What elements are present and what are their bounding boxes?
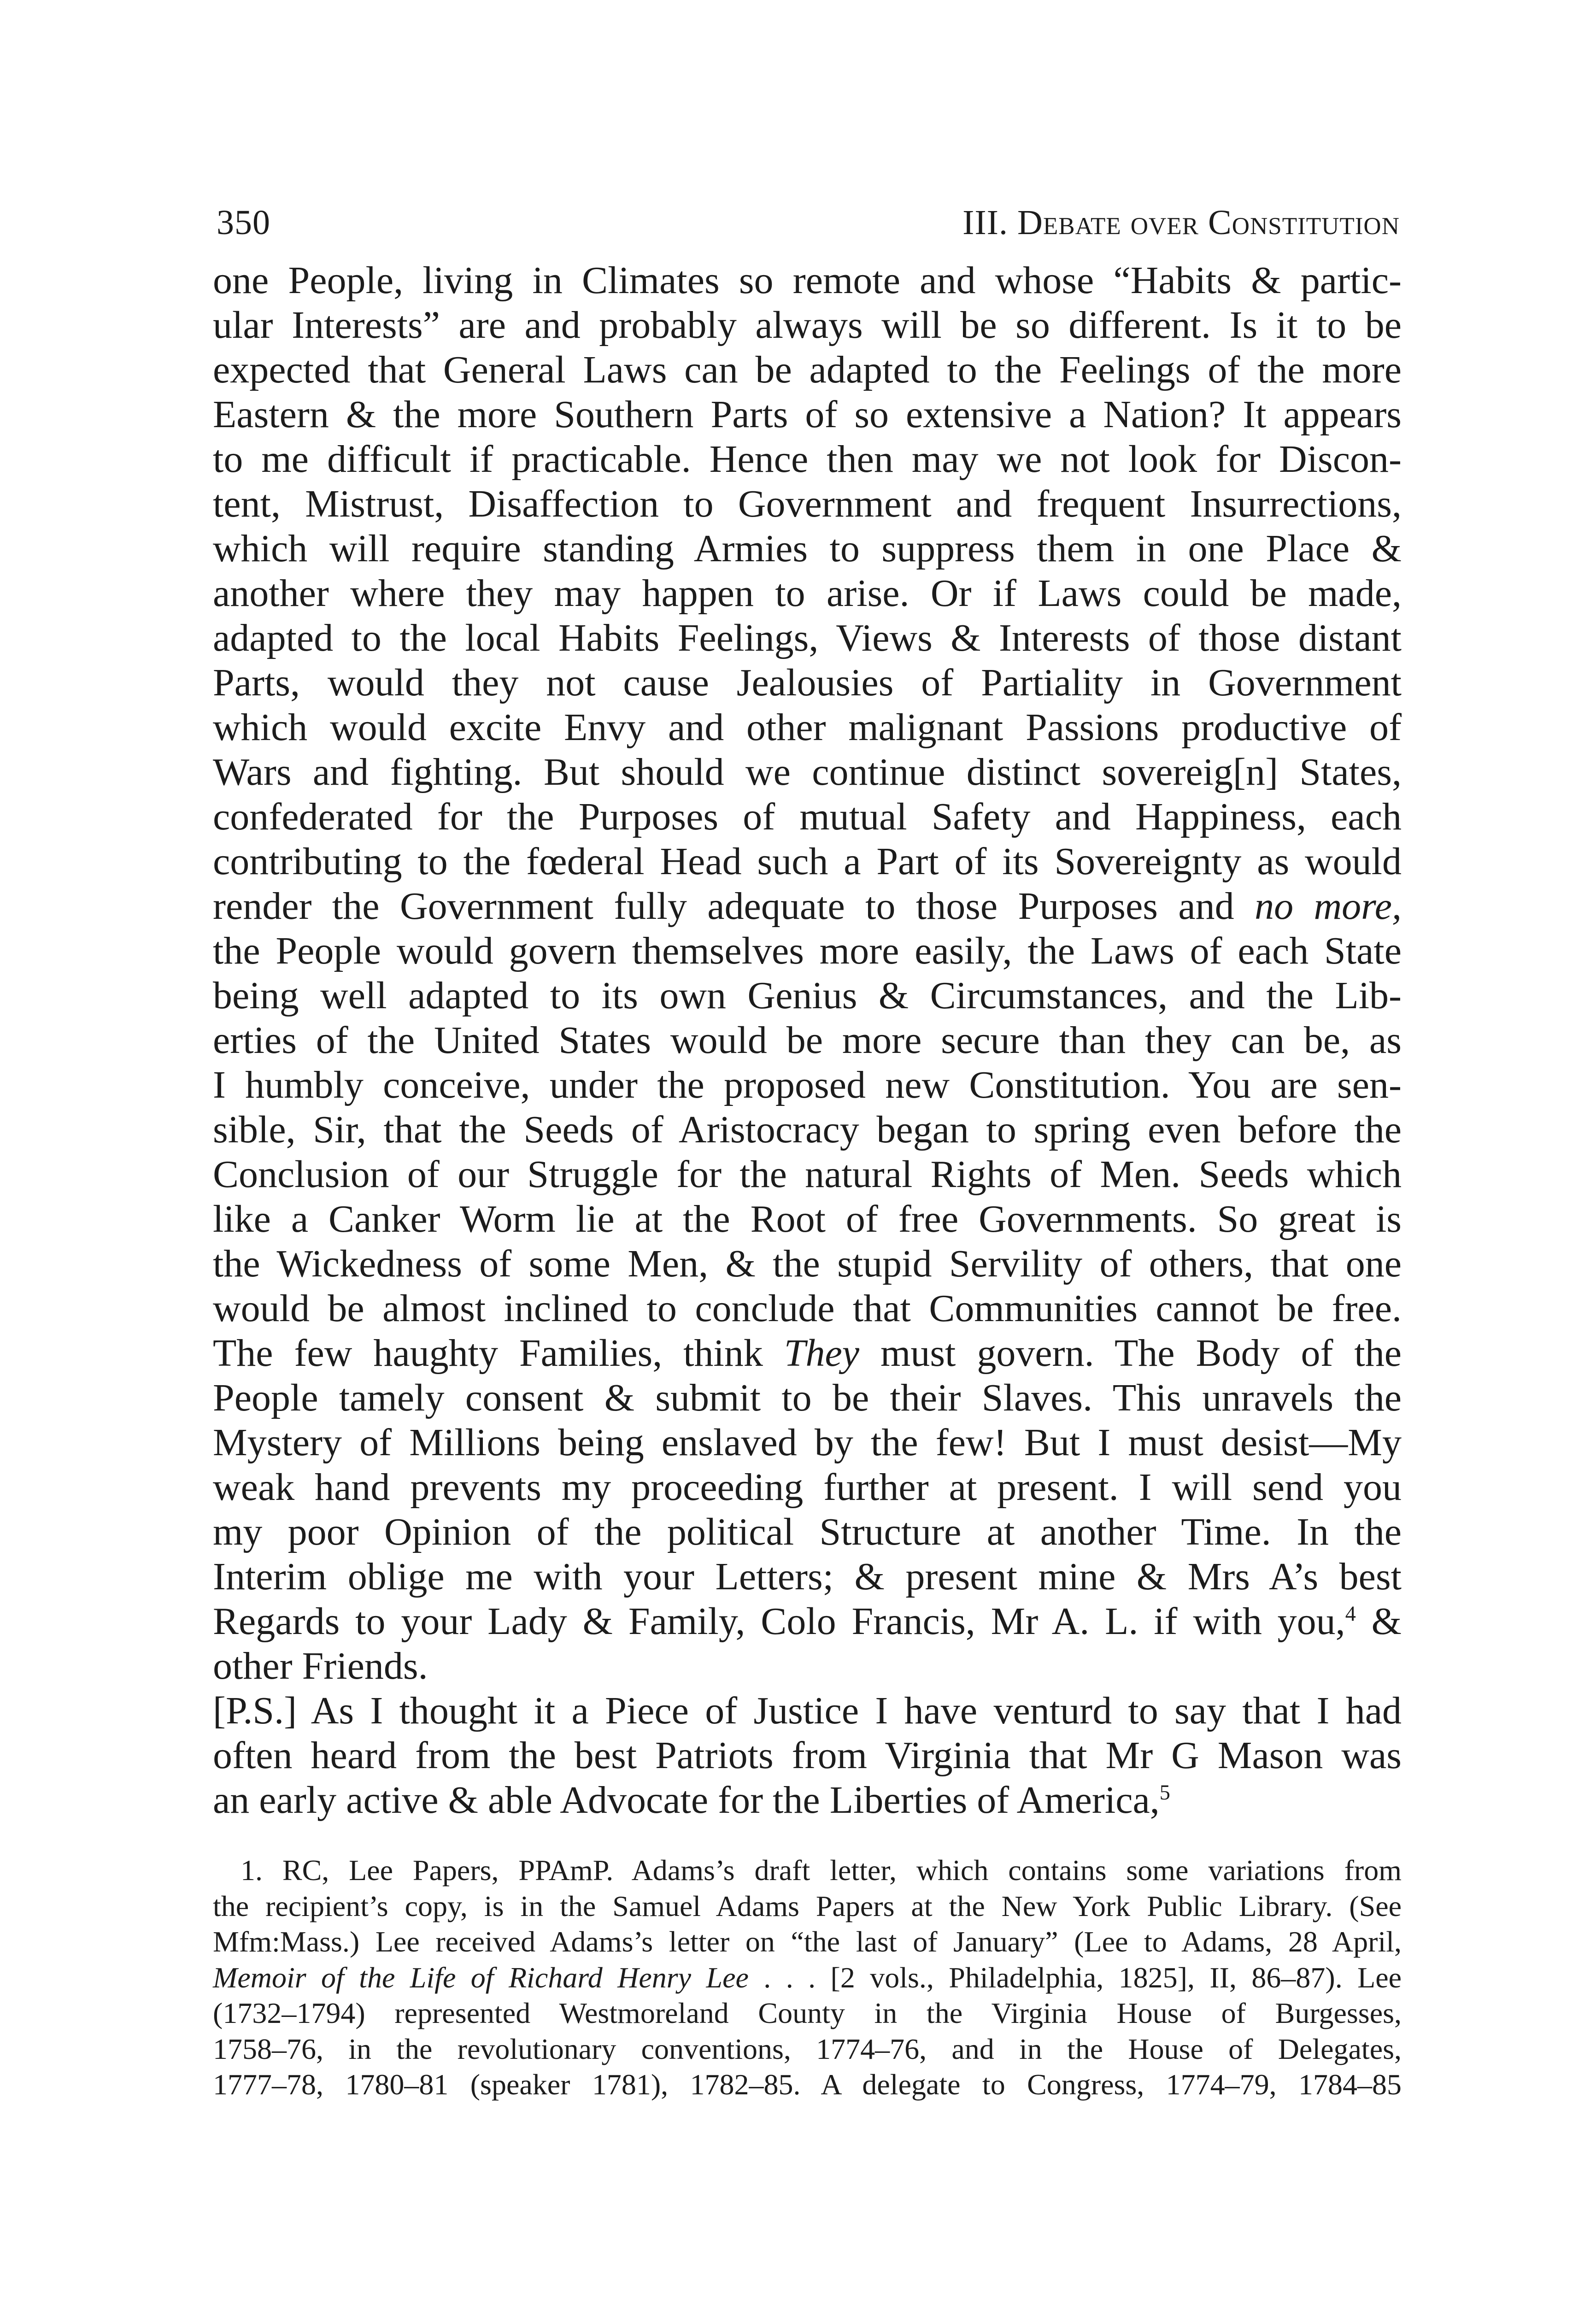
letter-line	[213, 1331, 1402, 1375]
footnote-line: 1. RC, Lee Papers, PPAmP. Adams’s draft letter, which contains some variations from	[241, 1854, 1402, 1887]
letter-line: confederated for the Purposes of mutual Safety and Happiness, each	[213, 795, 1402, 838]
letter-body	[213, 258, 1402, 1822]
postscript-line	[213, 1778, 1402, 1822]
letter-line: the Wickedness of some Men, & the stupid Servility of others, that one	[213, 1242, 1402, 1285]
letter-line	[213, 1599, 1402, 1644]
letter-line: Parts, would they not cause Jealousies of Partiality in Government	[213, 661, 1402, 704]
footnote-line: 1758–76, in the revolutionary conventions, 1774–76, and in the House of Delegates,	[213, 2032, 1402, 2065]
footnote-ref-5: 5	[1159, 1781, 1170, 1804]
footnotes	[213, 1852, 1402, 2103]
chapter-title: III. Debate over Constitution	[962, 203, 1400, 242]
letter-line: Eastern & the more Southern Parts of so extensive a Nation? It appears	[213, 393, 1402, 436]
letter-line: one People, living in Climates so remote and whose “Habits & partic-	[213, 259, 1402, 302]
postscript-line: often heard from the best Patriots from Virginia that Mr G Mason was	[213, 1734, 1402, 1777]
footnote-line: Mfm:Mass.) Lee received Adams’s letter on “the last of January” (Lee to Adams, 28 April,	[213, 1925, 1402, 1958]
letter-line: erties of the United States would be more secure than they can be, as	[213, 1019, 1402, 1062]
letter-line: to me difficult if practicable. Hence then may we not look for Discon-	[213, 438, 1402, 481]
footnote-line: the recipient’s copy, is in the Samuel Adams Papers at the New York Public Library. (See	[213, 1889, 1402, 1922]
letter-line: tent, Mistrust, Disaffection to Government and frequent Insurrections,	[213, 482, 1402, 525]
letter-line: would be almost inclined to conclude that Communities cannot be free.	[213, 1287, 1402, 1330]
letter-line: Conclusion of our Struggle for the natural Rights of Men. Seeds which	[213, 1153, 1402, 1196]
letter-line: which would excite Envy and other malignant Passions productive of	[213, 706, 1402, 749]
letter-line: Mystery of Millions being enslaved by the few! But I must desist—My	[213, 1421, 1402, 1464]
letter-text: &	[1355, 1600, 1402, 1643]
letter-line: sible, Sir, that the Seeds of Aristocracy began to spring even before the	[213, 1108, 1402, 1151]
letter-line: my poor Opinion of the political Structure at another Time. In the	[213, 1511, 1402, 1553]
footnote-ref-4: 4	[1345, 1602, 1356, 1625]
letter-line: Wars and fighting. But should we continue distinct sovereig[n] States,	[213, 751, 1402, 793]
letter-italic-text: no more,	[1255, 885, 1402, 928]
footnote-line: 1777–78, 1780–81 (speaker 1781), 1782–85. A delegate to Congress, 1774–79, 1784–85	[213, 2068, 1402, 2101]
letter-text: render the Government fully adequate to those Purposes and	[213, 885, 1255, 928]
letter-line: expected that General Laws can be adapted to the Feelings of the more	[213, 348, 1402, 391]
letter-line: another where they may happen to arise. Or if Laws could be made,	[213, 572, 1402, 615]
letter-line: contributing to the fœderal Head such a Part of its Sovereignty as would	[213, 840, 1402, 883]
footnote-text: . . . [2 vols., Philadelphia, 1825], II, 86–87). Lee	[748, 1961, 1402, 1994]
footnote-line	[213, 1960, 1402, 1996]
letter-italic-text: They	[784, 1332, 860, 1375]
letter-text: must govern. The Body of the	[859, 1332, 1402, 1375]
book-title: Memoir of the Life of Richard Henry Lee	[213, 1961, 749, 1994]
letter-line: like a Canker Worm lie at the Root of free Governments. So great is	[213, 1198, 1402, 1240]
letter-text: The few haughty Families, think	[213, 1332, 784, 1375]
letter-text: an early active & able Advocate for the Liberties of America,	[213, 1779, 1160, 1822]
letter-line: People tamely consent & submit to be their Slaves. This unravels the	[213, 1376, 1402, 1419]
letter-line: adapted to the local Habits Feelings, Views & Interests of those distant	[213, 617, 1402, 659]
postscript-line: [P.S.] As I thought it a Piece of Justice I have venturd to say that I had	[213, 1689, 1402, 1732]
letter-line: which will require standing Armies to suppress them in one Place &	[213, 527, 1402, 570]
footnote-line: (1732–1794) represented Westmoreland County in the Virginia House of Burgesses,	[213, 1997, 1402, 2029]
letter-line: other Friends.	[213, 1645, 428, 1687]
letter-line: the People would govern themselves more easily, the Laws of each State	[213, 929, 1402, 972]
letter-line: ular Interests” are and probably always will be so different. Is it to be	[213, 304, 1402, 347]
letter-text: Regards to your Lady & Family, Colo Francis, Mr A. L. if with you,	[213, 1600, 1345, 1643]
running-head	[217, 203, 1400, 253]
letter-line: weak hand prevents my proceeding further at present. I will send you	[213, 1466, 1402, 1509]
letter-line	[213, 884, 1402, 929]
letter-line: I humbly conceive, under the proposed new Constitution. You are sen-	[213, 1064, 1402, 1106]
letter-line: Interim oblige me with your Letters; & present mine & Mrs A’s best	[213, 1555, 1402, 1598]
page-number: 350	[217, 203, 270, 242]
letter-line: being well adapted to its own Genius & Circumstances, and the Lib-	[213, 974, 1402, 1017]
